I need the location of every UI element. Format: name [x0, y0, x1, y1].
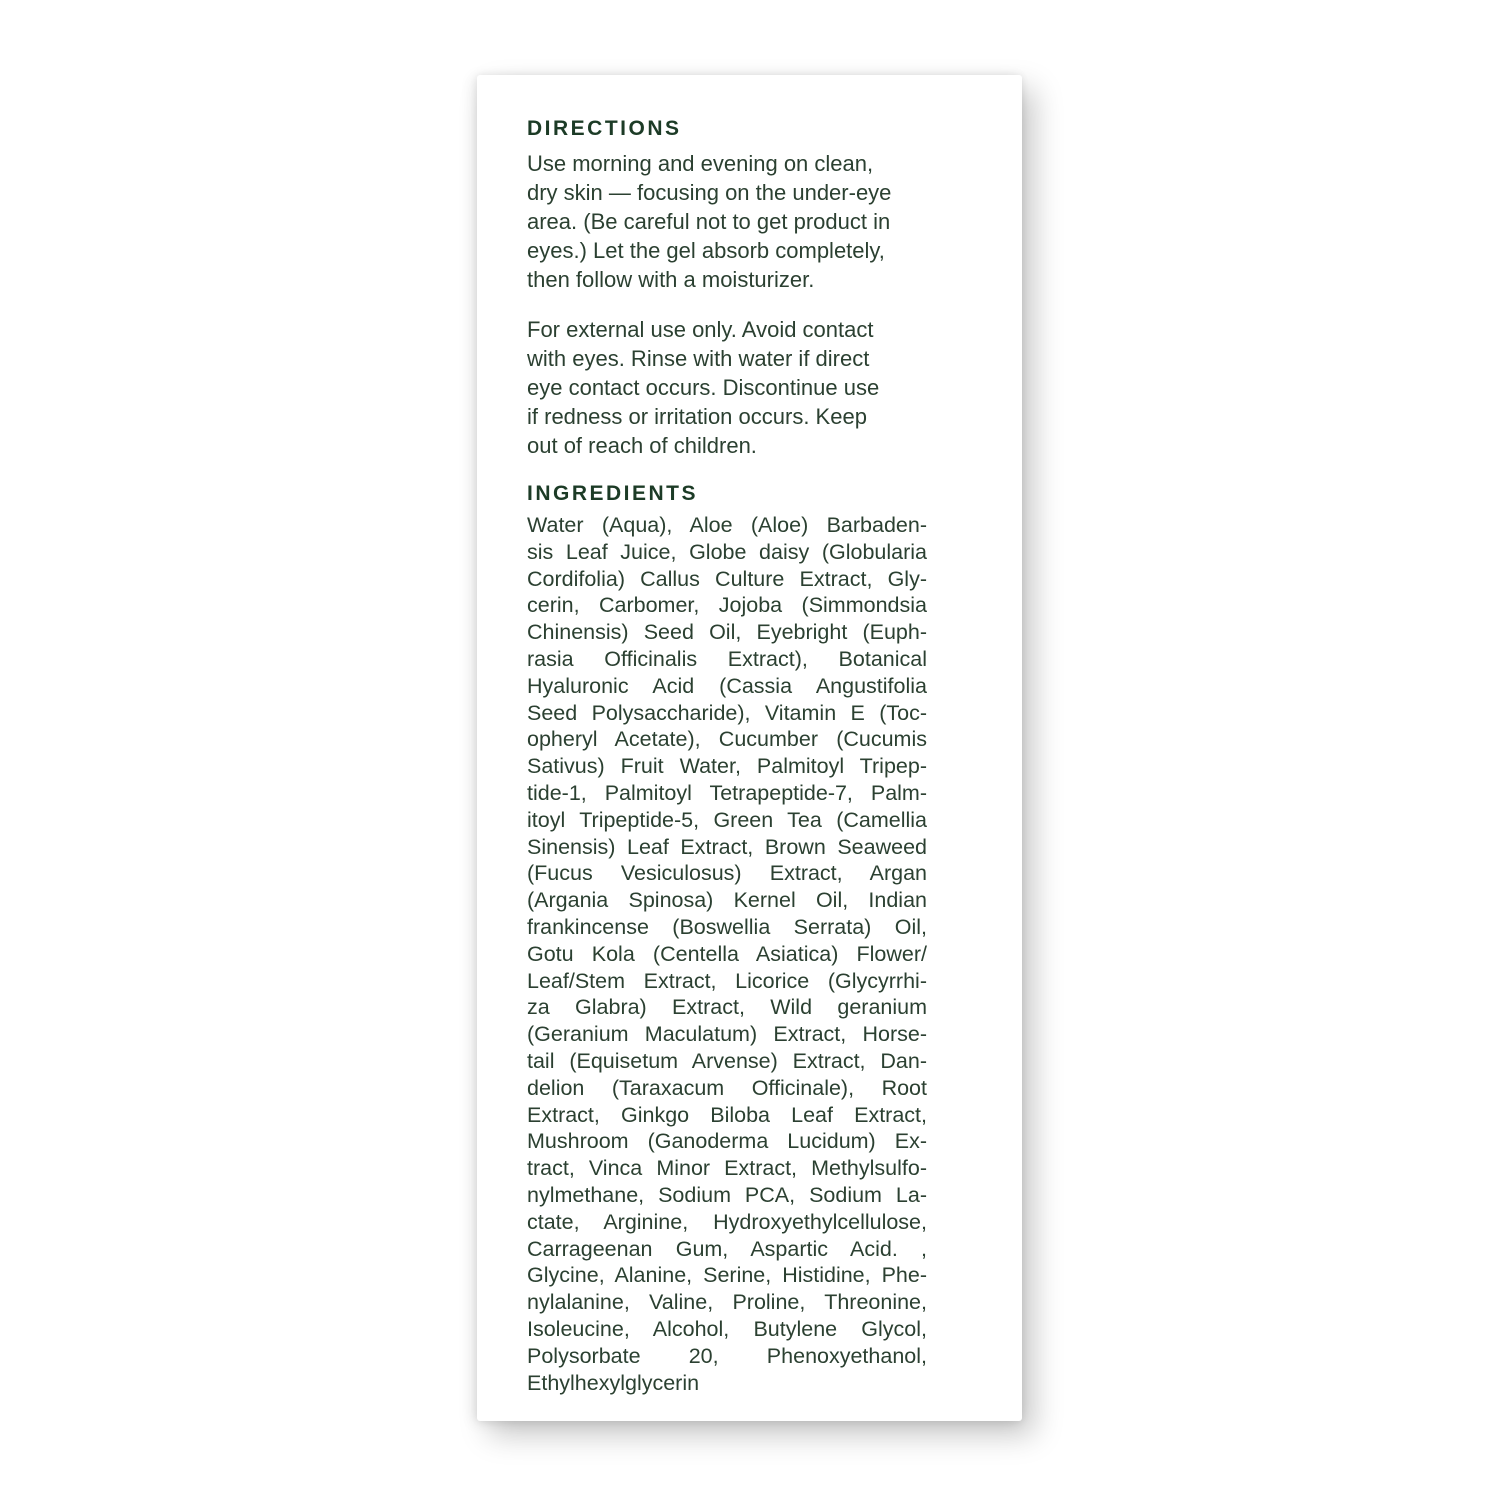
- text-line: Water (Aqua), Aloe (Aloe) Barbaden-: [527, 513, 927, 537]
- text-line: nylmethane, Sodium PCA, Sodium La-: [527, 1182, 927, 1207]
- directions-paragraph-2: [527, 315, 927, 460]
- text-line: (Fucus Vesiculosus) Extract, Argan: [527, 861, 927, 886]
- text-line: za Glabra) Extract, Wild geranium: [527, 995, 927, 1020]
- text-line: sis Leaf Juice, Globe daisy (Globularia: [527, 539, 927, 564]
- text-line: tide-1, Palmitoyl Tetrapeptide-7, Palm-: [527, 780, 927, 805]
- text-line: Seed Polysaccharide), Vitamin E (Toc-: [527, 700, 927, 725]
- text-line: out of reach of children.: [527, 433, 757, 458]
- text-line: then follow with a moisturizer.: [527, 267, 815, 292]
- text-line: Polysorbate 20, Phenoxyethanol,: [527, 1343, 927, 1368]
- text-line: eyes.) Let the gel absorb completely,: [527, 238, 885, 263]
- text-line: tail (Equisetum Arvense) Extract, Dan-: [527, 1048, 927, 1073]
- text-line: rasia Officinalis Extract), Botanical: [527, 646, 927, 671]
- text-line: with eyes. Rinse with water if direct: [527, 346, 870, 371]
- ingredients-list: [527, 512, 927, 1396]
- text-line: Hyaluronic Acid (Cassia Angustifolia: [527, 673, 927, 698]
- text-line: delion (Taraxacum Officinale), Root: [527, 1075, 927, 1100]
- text-line: Chinensis) Seed Oil, Eyebright (Euph-: [527, 620, 927, 645]
- directions-heading: DIRECTIONS: [527, 117, 682, 140]
- text-line: Leaf/Stem Extract, Licorice (Glycyrrhi-: [527, 968, 927, 993]
- text-line: itoyl Tripeptide-5, Green Tea (Camellia: [527, 807, 927, 832]
- ingredients-heading: INGREDIENTS: [527, 482, 699, 505]
- product-label-panel: [477, 75, 1022, 1421]
- text-line: ctate, Arginine, Hydroxyethylcellulose,: [527, 1209, 927, 1234]
- text-line: (Argania Spinosa) Kernel Oil, Indian: [527, 888, 927, 913]
- text-line: Mushroom (Ganoderma Lucidum) Ex-: [527, 1129, 927, 1154]
- text-line: Sinensis) Leaf Extract, Brown Seaweed: [527, 834, 927, 859]
- text-line: if redness or irritation occurs. Keep: [527, 404, 867, 429]
- text-line: dry skin — focusing on the under-eye: [527, 180, 892, 205]
- text-line: opheryl Acetate), Cucumber (Cucumis: [527, 727, 927, 752]
- text-line: For external use only. Avoid contact: [527, 317, 874, 342]
- text-line: Sativus) Fruit Water, Palmitoyl Tripep-: [527, 754, 927, 779]
- text-line: Glycine, Alanine, Serine, Histidine, Phe-: [527, 1263, 927, 1288]
- text-line: area. (Be careful not to get product in: [527, 209, 891, 234]
- text-line: cerin, Carbomer, Jojoba (Simmondsia: [527, 593, 927, 618]
- label-content: [527, 117, 927, 1396]
- text-line: (Geranium Maculatum) Extract, Horse-: [527, 1022, 927, 1047]
- text-line: Ethylhexylglycerin: [527, 1370, 700, 1395]
- text-line: Carrageenan Gum, Aspartic Acid. ,: [527, 1236, 927, 1261]
- text-line: Extract, Ginkgo Biloba Leaf Extract,: [527, 1102, 927, 1127]
- text-line: Isoleucine, Alcohol, Butylene Glycol,: [527, 1316, 927, 1341]
- text-line: eye contact occurs. Discontinue use: [527, 375, 880, 400]
- text-line: tract, Vinca Minor Extract, Methylsulfo-: [527, 1156, 927, 1181]
- text-line: Gotu Kola (Centella Asiatica) Flower/: [527, 941, 927, 966]
- text-line: Cordifolia) Callus Culture Extract, Gly-: [527, 566, 927, 591]
- text-line: frankincense (Boswellia Serrata) Oil,: [527, 914, 927, 939]
- text-line: Use morning and evening on clean,: [527, 151, 874, 176]
- directions-paragraph-1: [527, 149, 927, 294]
- text-line: nylalanine, Valine, Proline, Threonine,: [527, 1290, 927, 1315]
